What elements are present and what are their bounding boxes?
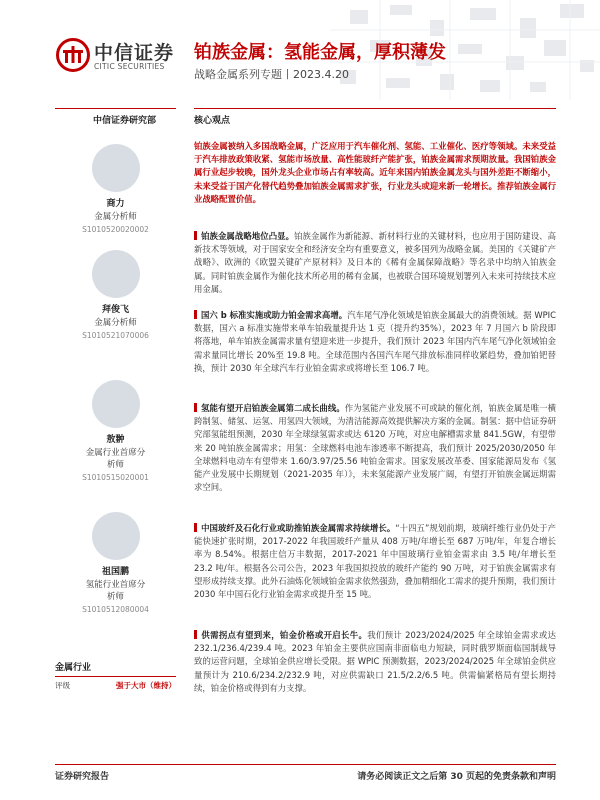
analyst-role: 金属分析师 [94,318,137,328]
analyst-license-id: S1010521070006 [82,331,149,340]
report-subtitle: 战略金属系列专题丨2023.4.20 [194,68,349,81]
section-body: 汽车尾气净化领域是铂族金属最大的消费领域。据 WPIC 数据，国六 a 标准实施带来单车铂载量提升达 1 克（提升约35%），2023 年 7 月国六 b 阶段即将落地，单车铂族金属需求量有望迎来进一步提升，我们预计 2023 年国内汽车尾气净化领域铂金需求量同比增长 20%至 19.8 吨。全球范围内各国汽车尾气排放标准同样收紧趋势，叠加铂钯替换，预计 2030 年全球汽车行业铂金需求或将增长至 106.7 吨。 [194,310,557,373]
analyst-photo [92,512,140,560]
analyst-role: 金属行业首席分析师 [85,448,146,470]
analyst-card [55,250,176,340]
section-bullet [194,630,197,639]
footer-divider [55,764,556,765]
section-strategic-status [194,230,556,296]
analyst-license-id: S1010515020001 [82,473,149,482]
section-lead: 中国玻纤及石化行业或助推铂族金属需求持续增长。 [201,523,396,533]
section-body: “十四五”规划前期，玻璃纤维行业仍处于产能快速扩张时期，2017-2022 年我国玻纤产量从 408 万吨/年增长至 687 万吨/年，年复合增长率为 8.54%。根据庄信万丰数据，2017-2021 年中国玻璃行业铂金需求由 3.5 吨/年增长至 23.2 吨/年。根据各公司公告，2023 年我国拟投放的玻纤产能约 90 万吨，对于铂族金属需求有望形成持续支撑。此外石油炼化领域铂金需求依然强劲，叠加精细化工需求的提升预期，我们预计 2030 年中国石化行业铂金需求或提升至 15 吨。 [194,523,556,600]
section-bullet [194,523,197,532]
report-title: 铂族金属：氢能金属，厚积薄发 [194,42,446,63]
footer-report-type: 证券研究报告 [55,772,110,782]
analyst-name: 商力 [106,199,125,209]
section-emission-standard [194,309,556,375]
section-bullet [194,231,197,240]
section-lead: 国六 b 标准实施或助力铂金需求高增。 [201,310,348,320]
brand-name-cn: 中信证券 [94,42,175,64]
analyst-photo [92,144,140,192]
brand-name-en: CITIC SECURITIES [94,62,165,71]
core-view-label: 核心观点 [194,116,231,126]
section-hydrogen [194,402,556,494]
analyst-role: 氢能行业首席分析师 [85,580,146,602]
core-view-summary: 铂族金属被纳入多国战略金属，广泛应用于汽车催化剂、氢能、工业催化、医疗等领域。未来受益于汽车排放政策收紧、氢能市场放量、高性能玻纤产能扩张，铂族金属需求预期放量。我国铂族金属行业起步较晚，国外龙头企业市场占有率较高。近年来国内铂族金属龙头与国外差距不断缩小，未来受益于国产化替代趋势叠加铂族金属需求扩张，行业龙头或迎来新一轮增长。推荐铂族金属行业战略配置价值。 [194,141,556,204]
analyst-photo [92,250,140,298]
analyst-role: 金属分析师 [94,212,137,222]
section-bullet [194,403,197,412]
rating-label: 评级 [55,681,70,690]
section-supply-demand [194,629,556,695]
analyst-card [55,512,176,614]
analyst-card [55,380,176,482]
analyst-card [55,144,176,234]
sector-title: 金属行业 [55,660,176,677]
sector-rating-box [55,660,176,691]
section-lead: 铂族金属战略地位凸显。 [201,231,295,241]
citic-logo [56,36,176,84]
citic-logo-icon [56,38,90,72]
section-glass-fiber [194,522,556,601]
main-column-divider [194,108,556,109]
section-bullet [194,310,197,319]
sector-rating-row [55,680,176,691]
research-dept-label: 中信证券研究部 [93,116,157,126]
section-body: 我们预计 2023/2024/2025 年全球铂金需求或达 232.1/236.4/239.4 吨。2023 年铂金主要供应国南非面临电力短缺，同时俄罗斯面临国制裁导致的运营问题，全球铂金供应增长受限。据 WPIC 预测数据，2023/2024/2025 年全球铂金供应量预计为 210.6/234.2/232.9 吨，对应供需缺口 21.5/2.2/6.5 吨。供需偏紧格局有望长期持续，铂金价格或得到有力支撑。 [194,630,556,693]
section-lead: 氢能有望开启铂族金属第二成长曲线。 [201,403,345,413]
left-column-divider [55,108,176,109]
section-body: 铂族金属作为新能源、新材料行业的关键材料，也应用于国防建设、高新技术等领域，对于国家安全和经济安全均有重要意义，被多国列为战略金属。美国的《关键矿产战略》、欧洲的《欧盟关键矿产原材料》及日本的《稀有金属保障战略》等名录中均纳入铂族金属。同时铂族金属作为催化技术所必用的稀有金属，也被联合国环境规划署列入未来可持续技术应用金属。 [194,231,557,294]
section-body: 作为氢能产业发展不可或缺的催化剂，铂族金属是唯一横跨制氢、储氢、运氢、用氢四大领域，为清洁能源高效提供解决方案的金属。制氢：据中信证券研究部氢能组预测，2030 年全球绿氢需求或达 6120 万吨，对应电解槽需求量 841.5GW，有望带来 20 吨铂族金属需求；用氢：全球燃料电池车渗透率不断提高，我们预计 2025/2030/2050 年全球燃料电动车有望带来 1.60/3.97/25.56 吨铂金需求。国家发展改革委、国家能源局发布《氢能产业发展中长期规划（2021-2035 年）》，未来氢能源产业发展广阔，有望打开铂族金属远期需求空间。 [194,403,557,493]
analyst-license-id: S1010520020002 [82,225,149,234]
rating-value: 强于大市（维持） [116,681,176,690]
analyst-photo [92,380,140,428]
analyst-license-id: S1010512080004 [82,605,149,614]
analyst-name: 拜俊飞 [101,305,129,315]
analyst-name: 敖翀 [106,435,125,445]
footer-disclaimer-note: 请务必阅读正文之后第 30 页起的免责条款和声明 [357,772,556,782]
analyst-name: 祖国鹏 [101,567,129,577]
section-lead: 供需拐点有望到来，铂金价格或开启长牛。 [201,630,368,640]
